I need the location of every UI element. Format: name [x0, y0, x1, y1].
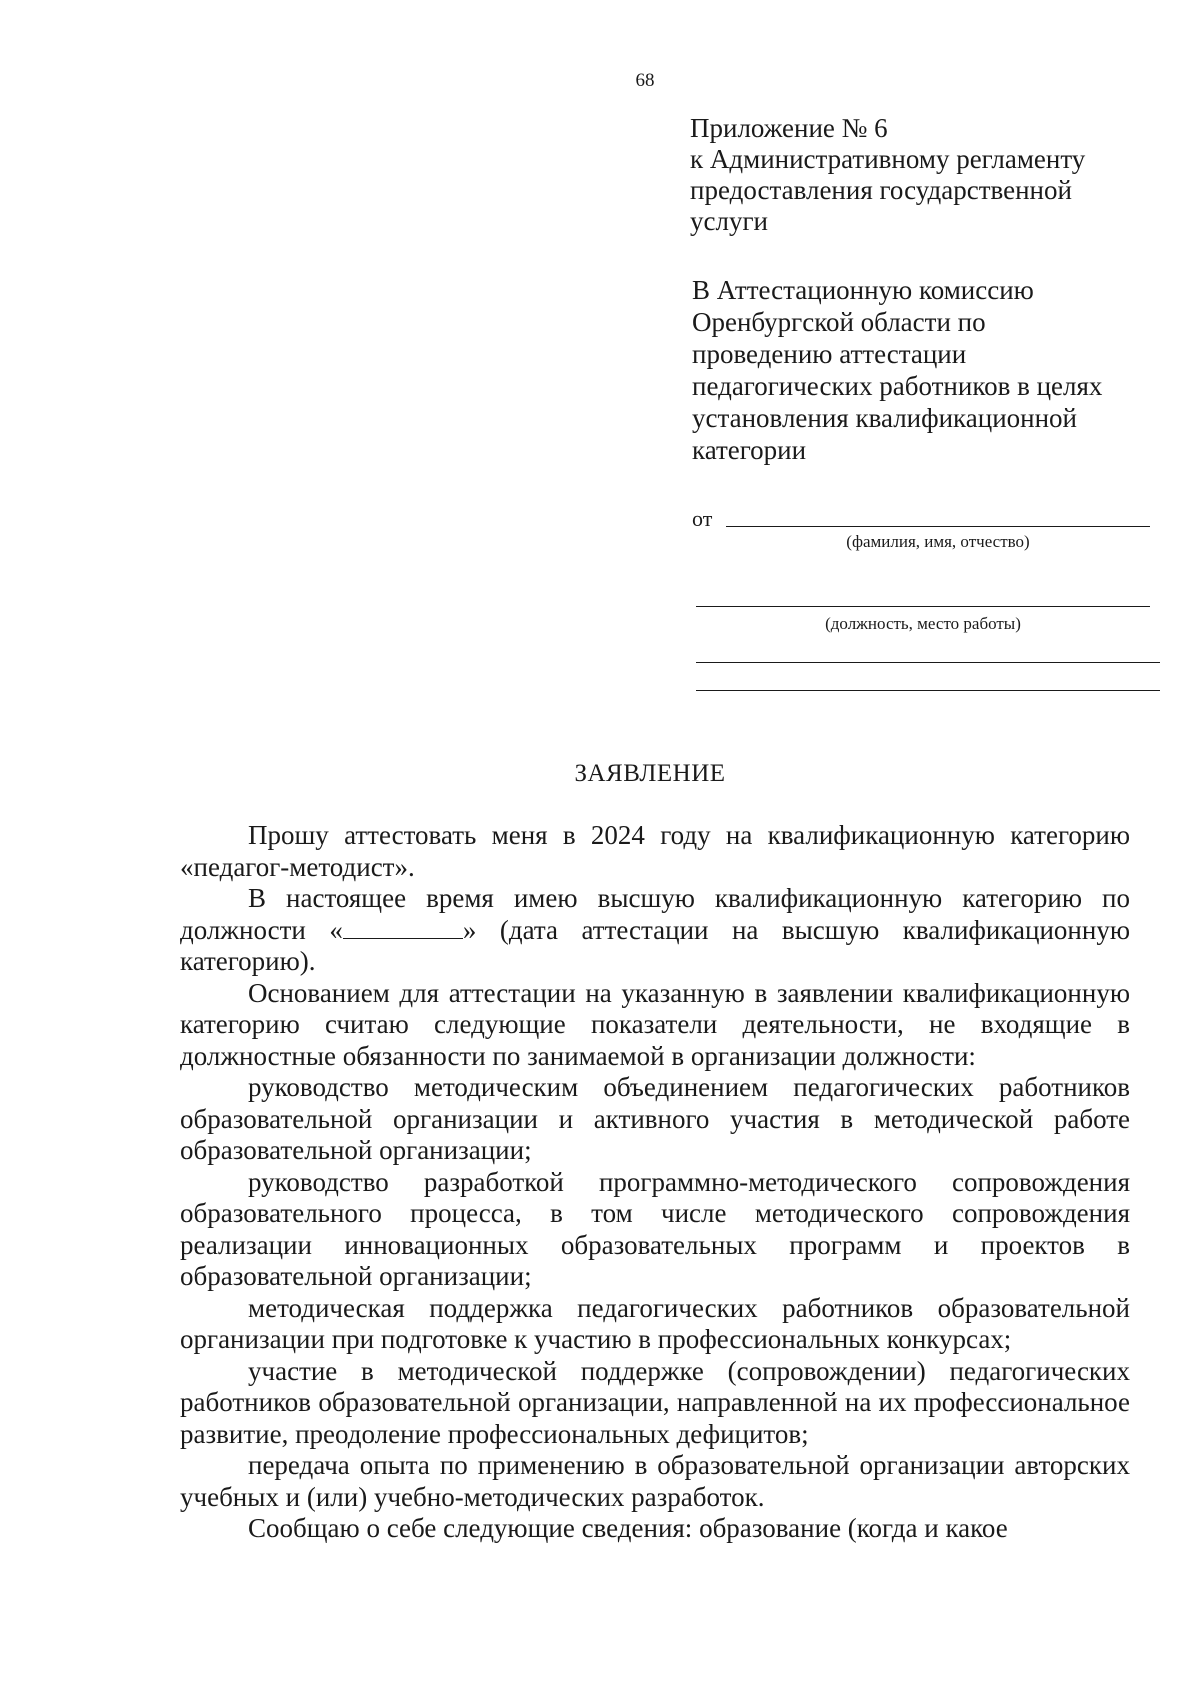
paragraph: руководство методическим объединением педагогических работников образовательной организации и активного участия в методической работе образовательной организации;	[180, 1072, 1130, 1165]
position-blank-line[interactable]	[696, 606, 1150, 607]
document-title: ЗАЯВЛЕНИЕ	[574, 760, 726, 787]
paragraph: Прошу аттестовать меня в 2024 году на квалификационную категорию «педагог-методист».	[180, 820, 1130, 882]
paragraph	[180, 883, 1130, 978]
position-blank-line-2[interactable]	[696, 662, 1160, 663]
appendix-line: к Административному регламенту	[690, 144, 1086, 174]
appendix-line: Приложение № 6	[690, 113, 888, 143]
addressee-line: В Аттестационную комиссию	[692, 275, 1034, 305]
from-label: от	[692, 506, 713, 531]
appendix-heading	[690, 113, 1160, 237]
paragraph: передача опыта по применению в образовательной организации авторских учебных и (или) учебно-методических разработок.	[180, 1450, 1130, 1512]
paragraph-text: В настоящее время имею высшую квалификационную категорию по должности «	[180, 883, 1130, 945]
appendix-line: услуги	[690, 206, 768, 236]
paragraph: Сообщаю о себе следующие сведения: образование (когда и какое	[248, 1513, 1008, 1543]
paragraph: руководство разработкой программно-методического сопровождения образовательного процесса, в том числе методического сопровождения реализации инновационных образовательных программ и проектов в образовательной организации;	[180, 1166, 1130, 1291]
addressee-block	[692, 274, 1172, 466]
addressee-line: категории	[692, 435, 807, 465]
appendix-line: предоставления государственной	[690, 175, 1072, 205]
addressee-line: Оренбургской области по	[692, 307, 986, 337]
paragraph: Основанием для аттестации на указанную в заявлении квалификационную категорию считаю следующие показатели деятельности, не входящие в должностные обязанности по занимаемой в организации должности:	[180, 977, 1130, 1071]
position-hint: (должность, место работы)	[825, 614, 1021, 633]
name-blank-line[interactable]	[726, 526, 1150, 527]
position-blank-line-3[interactable]	[696, 690, 1160, 691]
addressee-line: установления квалификационной	[692, 403, 1078, 433]
page-number: 68	[635, 70, 655, 91]
paragraph-text: » (дата аттестации на высшую квалификационную категорию).	[180, 914, 1130, 976]
name-hint: (фамилия, имя, отчество)	[846, 532, 1030, 551]
addressee-line: педагогических работников в целях	[692, 371, 1103, 401]
statement-body	[180, 820, 1130, 1545]
paragraph: методическая поддержка педагогических работников образовательной организации при подготовке к участию в профессиональных конкурсах;	[180, 1292, 1130, 1354]
addressee-line: проведению аттестации	[692, 339, 967, 369]
attestation-date-blank[interactable]	[343, 916, 463, 939]
paragraph: участие в методической поддержке (сопровождении) педагогических работников образовательной организации, направленной на их профессиональное развитие, преодоление профессиональных дефицитов;	[180, 1355, 1130, 1449]
